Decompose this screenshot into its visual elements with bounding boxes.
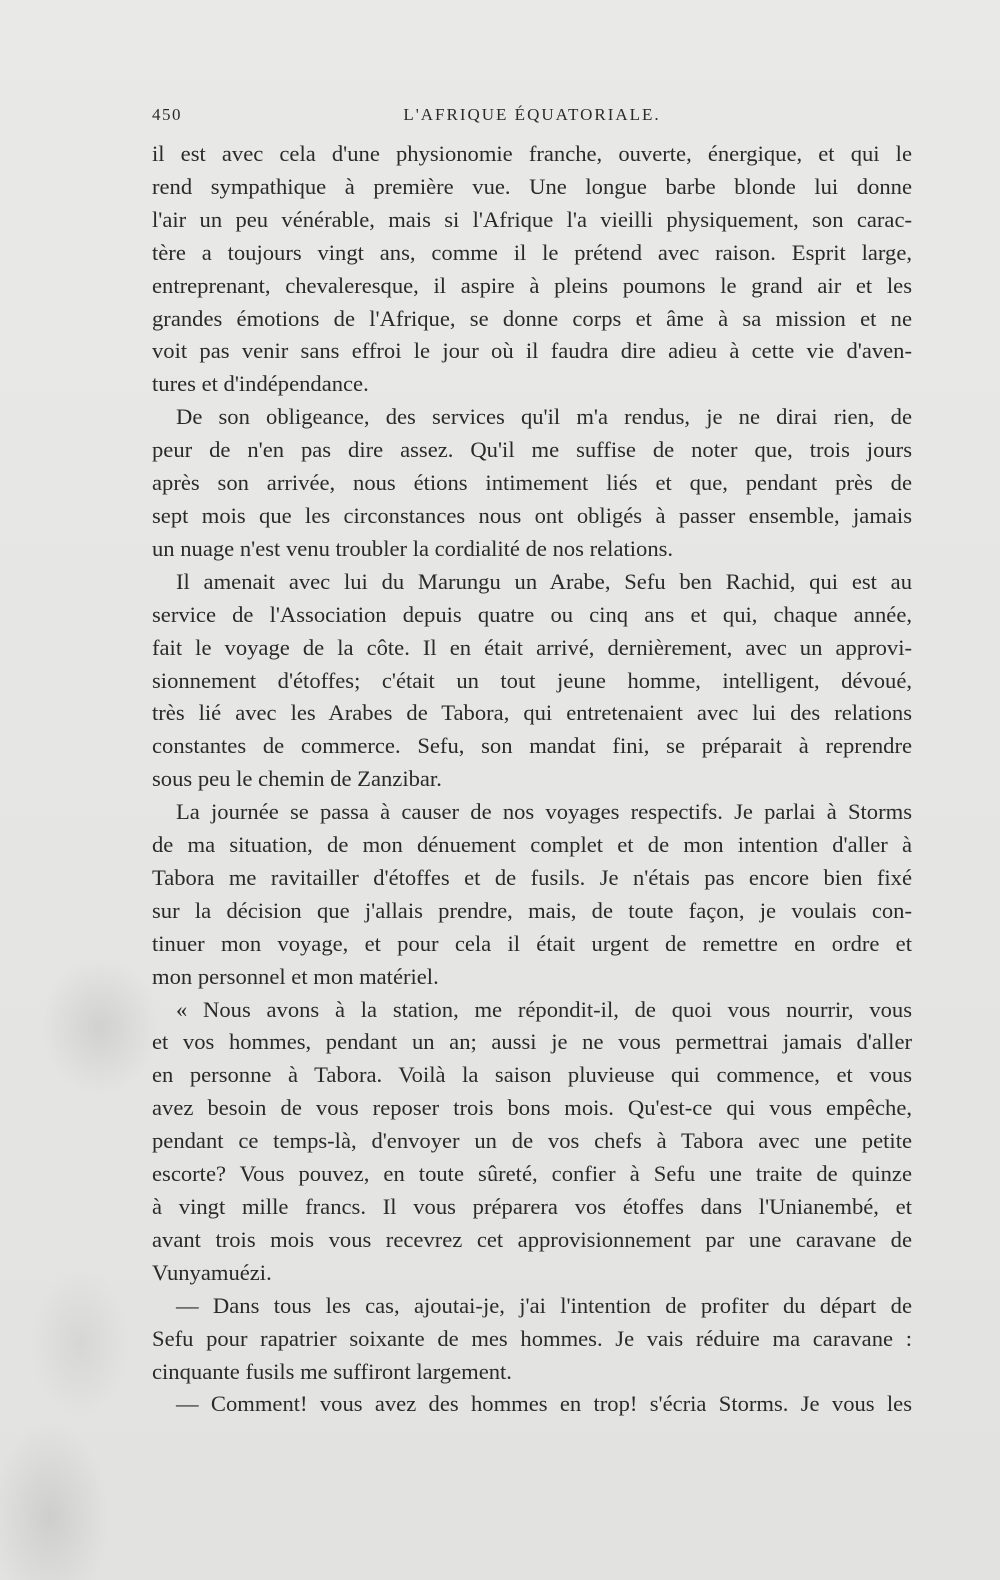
text-line: constantes de commerce. Sefu, son mandat fini, se préparait à reprendre [152,733,912,759]
text-line: très lié avec les Arabes de Tabora, qui entretenaient avec lui des relations [152,700,912,726]
paragraph [152,566,912,796]
text-line: escorte? Vous pouvez, en toute sûreté, confier à Sefu une traite de quinze [152,1161,912,1187]
text-line: avez besoin de vous reposer trois bons mois. Qu'est-ce qui vous empêche, [152,1095,912,1121]
text-line: grandes émotions de l'Afrique, se donne corps et âme à sa mission et ne [152,305,912,331]
text-line: « Nous avons à la station, me répondit-il, de quoi vous nourrir, vous [176,996,912,1022]
text-line: voit pas venir sans effroi le jour où il faudra dire adieu à cette vie d'aven- [152,338,912,364]
text-line: avant trois mois vous recevrez cet approvisionnement par une caravane de [152,1226,912,1252]
text-line: De son obligeance, des services qu'il m'a rendus, je ne dirai rien, de [176,404,912,430]
text-line: Vunyamuézi. [152,1259,272,1285]
text-line: — Dans tous les cas, ajoutai-je, j'ai l'intention de profiter du départ de [176,1292,912,1318]
text-line: rend sympathique à première vue. Une longue barbe blonde lui donne [152,173,912,199]
paragraph [152,401,912,566]
text-line: Tabora me ravitailler d'étoffes et de fusils. Je n'étais pas encore bien fixé [152,864,912,890]
paragraph [152,138,912,401]
text-line: pendant ce temps-là, d'envoyer un de vos chefs à Tabora avec une petite [152,1128,912,1154]
text-line: sur la décision que j'allais prendre, mais, de toute façon, je voulais con- [152,897,912,923]
text-line: à vingt mille francs. Il vous préparera vos étoffes dans l'Unianembé, et [152,1194,912,1219]
text-line: en personne à Tabora. Voilà la saison pluvieuse qui commence, et vous [152,1062,912,1088]
text-line: fait le voyage de la côte. Il en était arrivé, dernièrement, avec un approvi- [152,634,912,660]
page-header [152,105,912,129]
paragraph [152,796,912,993]
text-line: tinuer mon voyage, et pour cela il était urgent de remettre en ordre et [152,930,912,956]
text-line: après son arrivée, nous étions intimement liés et que, pendant près de [152,470,912,496]
text-line: tère a toujours vingt ans, comme il le prétend avec raison. Esprit large, [152,239,912,265]
text-line: sept mois que les circonstances nous ont obligés à passer ensemble, jamais [152,502,912,528]
page-number: 450 [152,105,182,124]
text-line: Sefu pour rapatrier soixante de mes hommes. Je vais réduire ma caravane : [152,1325,912,1351]
text-line: peur de n'en pas dire assez. Qu'il me suffise de noter que, trois jours [152,437,912,463]
text-line: entreprenant, chevaleresque, il aspire à pleins poumons le grand air et les [152,272,912,298]
text-line: de ma situation, de mon dénuement complet et de mon intention d'aller à [152,832,912,858]
text-line: service de l'Association depuis quatre ou cinq ans et qui, chaque année, [152,601,912,627]
paragraph [152,994,912,1290]
paragraph [152,1290,912,1389]
text-line: sous peu le chemin de Zanzibar. [152,766,442,792]
text-line: — Comment! vous avez des hommes en trop! s'écria Storms. Je vous les [176,1391,912,1417]
text-line: et vos hommes, pendant un an; aussi je ne vous permettrai jamais d'aller [152,1029,912,1055]
text-line: l'air un peu vénérable, mais si l'Afrique l'a vieilli physiquement, son carac- [152,206,912,232]
running-title: L'AFRIQUE ÉQUATORIALE. [403,105,661,124]
text-line: Il amenait avec lui du Marungu un Arabe, Sefu ben Rachid, qui est au [176,568,912,594]
text-line: un nuage n'est venu troubler la cordialité de nos relations. [152,535,674,561]
text-line: cinquante fusils me suffiront largement. [152,1358,512,1384]
text-line: sionnement d'étoffes; c'était un tout jeune homme, intelligent, dévoué, [152,667,912,693]
text-line: mon personnel et mon matériel. [152,963,439,989]
text-line: il est avec cela d'une physionomie franche, ouverte, énergique, et qui le [152,141,912,166]
paragraph [152,1388,912,1421]
text-line: tures et d'indépendance. [152,371,369,397]
text-line: La journée se passa à causer de nos voyages respectifs. Je parlai à Storms [176,799,912,825]
body-text [152,138,912,1421]
